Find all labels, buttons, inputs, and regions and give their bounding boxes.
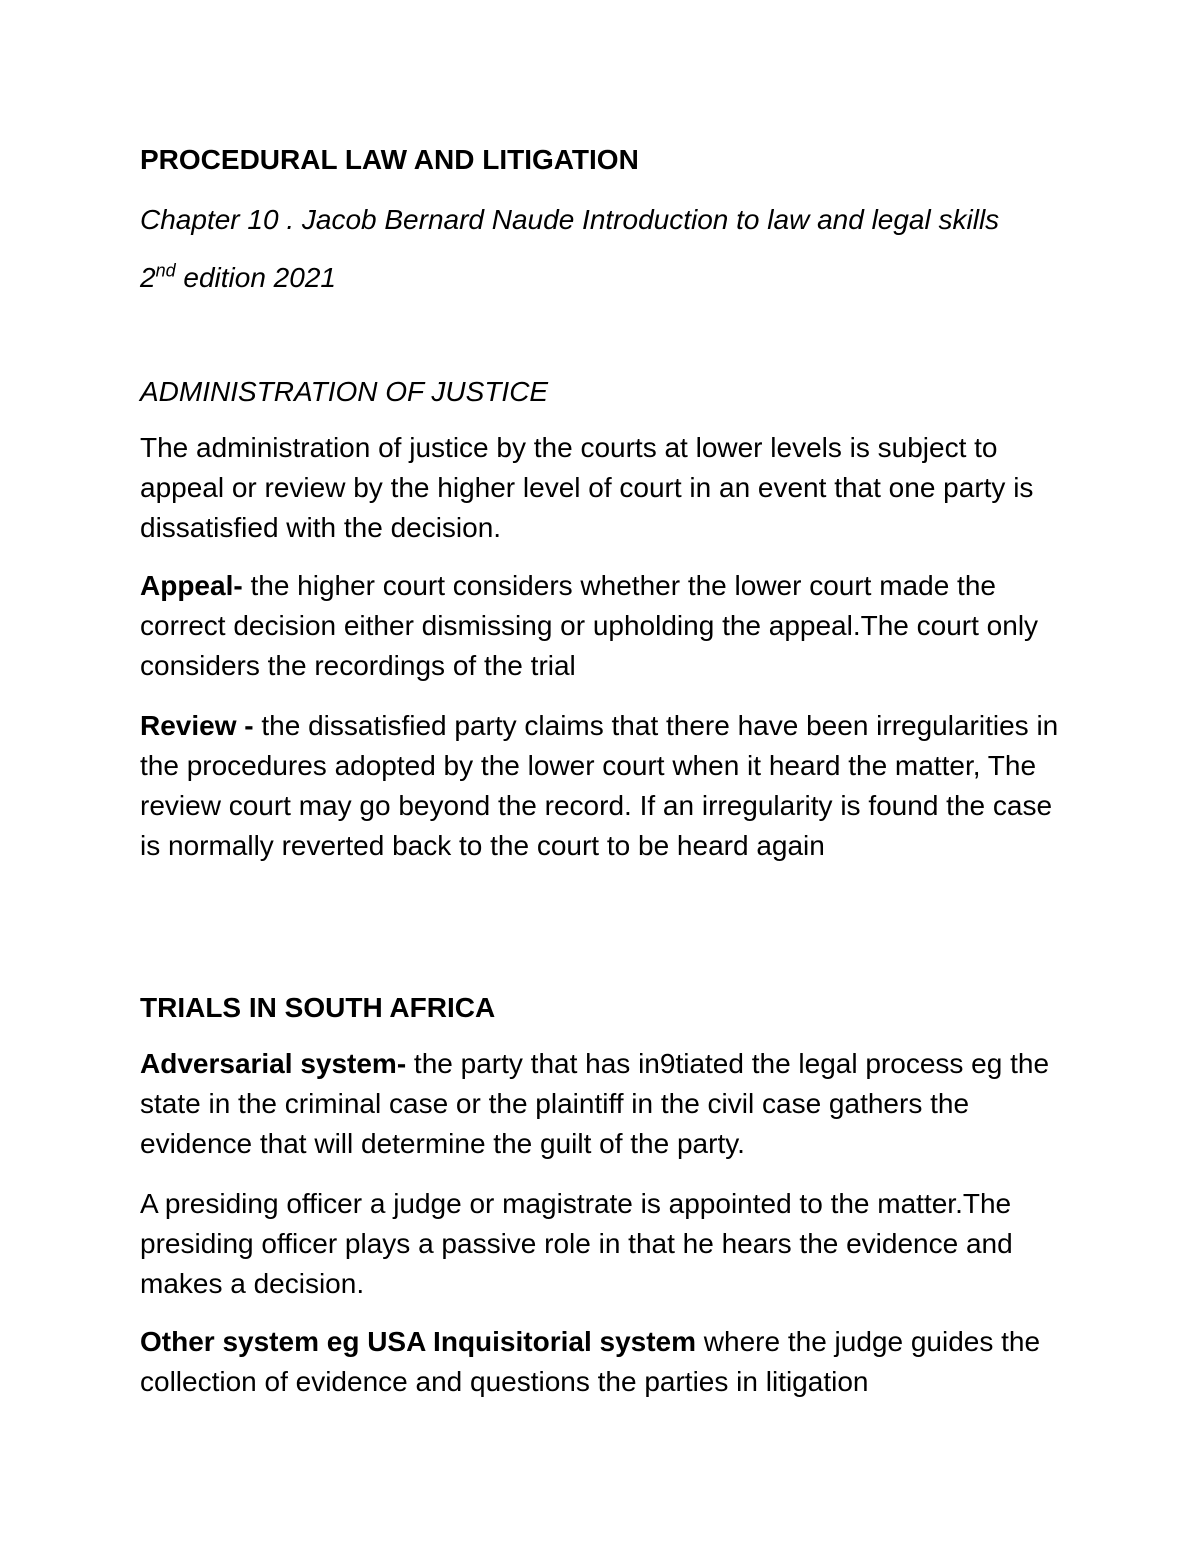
appeal-term: Appeal- [140, 570, 243, 601]
inquisitorial-definition: where the judge guides the collection of evidence and questions the parties in litigation [140, 1326, 1041, 1397]
edition-year: edition 2021 [175, 262, 336, 293]
review-term: Review - [140, 710, 254, 741]
source-citation-line-1: Chapter 10 . Jacob Bernard Naude Introduction to law and legal skills [140, 204, 1000, 235]
edition-number: 2 [140, 262, 156, 293]
adversarial-term: Adversarial system- [140, 1048, 407, 1079]
adversarial-definition: the party that has in9tiated the legal process eg the state in the criminal case or the plaintiff in the civil case gathers the evidence that will determine the guilt of the party. [140, 1048, 1050, 1159]
presiding-officer-paragraph: A presiding officer a judge or magistrate is appointed to the matter.The presiding officer plays a passive role in that he hears the evidence and makes a decision. [140, 1188, 1013, 1299]
source-citation-line-2 [140, 258, 1070, 298]
adversarial-paragraph [140, 1044, 1070, 1164]
appeal-definition: the higher court considers whether the lower court made the correct decision either dismissing or upholding the appeal.The court only considers the recordings of the trial [140, 570, 1039, 681]
appeal-paragraph [140, 566, 1070, 686]
administration-intro-paragraph: The administration of justice by the courts at lower levels is subject to appeal or review by the higher level of court in an event that one party is dissatisfied with the decision. [140, 432, 1034, 543]
review-paragraph [140, 706, 1070, 866]
edition-ordinal-suffix: nd [155, 260, 176, 281]
section-heading-administration: ADMINISTRATION OF JUSTICE [140, 376, 549, 407]
document-title: PROCEDURAL LAW AND LITIGATION [140, 144, 639, 175]
section-heading-trials: TRIALS IN SOUTH AFRICA [140, 992, 496, 1023]
inquisitorial-paragraph [140, 1322, 1070, 1402]
review-definition: the dissatisfied party claims that there have been irregularities in the procedures adopted by the lower court when it heard the matter, The review court may go beyond the record. If an irregularity is found the case is normally reverted back to the court to be heard again [140, 710, 1059, 861]
inquisitorial-term: Other system eg USA Inquisitorial system [140, 1326, 697, 1357]
